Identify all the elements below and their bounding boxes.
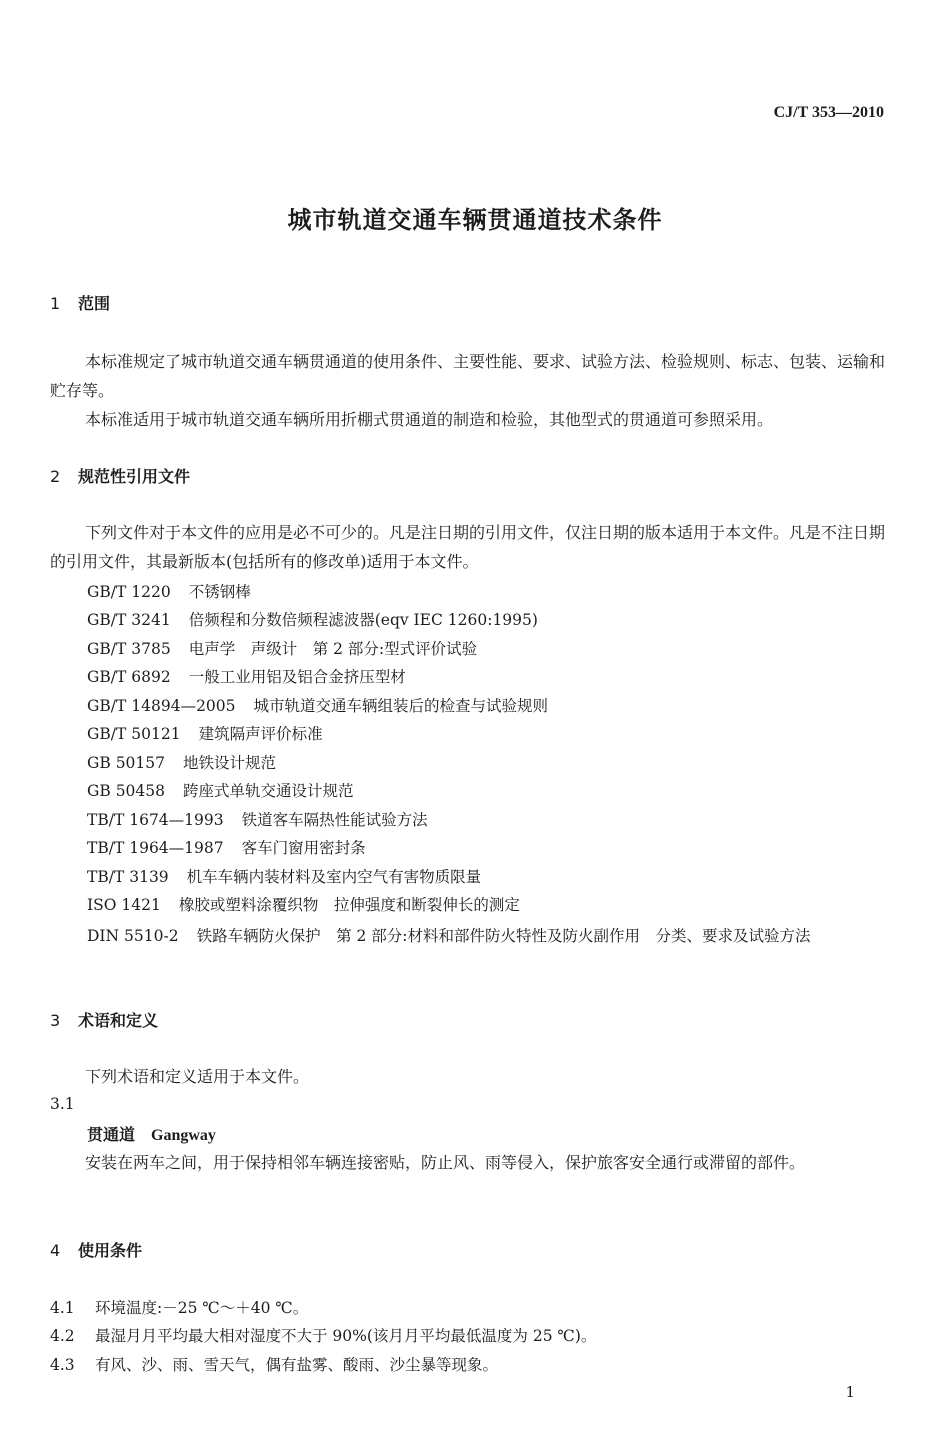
reference-item [87,808,428,830]
reference-title: 铁路车辆防火保护 第 2 部分:材料和部件防火特性及防火副作用 分类、要求及试验方法 [196,927,811,945]
document-title: 城市轨道交通车辆贯通道技术条件 [287,206,663,234]
reference-code: TB/T 3139 [87,868,169,886]
term-definition: 安装在两车之间，用于保持相邻车辆连接密贴，防止风、雨等侵入，保护旅客安全通行或滞留的部件。 [85,1153,806,1172]
reference-code: GB/T 3241 [87,611,171,629]
reference-code: GB/T 1220 [87,583,171,601]
reference-item [87,665,406,687]
reference-item [87,637,477,659]
standard-code: CJ/T 353—2010 [773,104,884,121]
reference-title: 建筑隔声评价标准 [198,725,323,743]
section-3-paragraph: 下列术语和定义适用于本文件。 [85,1067,310,1086]
section-1-paragraph-2: 本标准适用于城市轨道交通车辆所用折棚式贯通道的制造和检验，其他型式的贯通道可参照采用。 [85,410,774,429]
term-heading [87,1122,216,1145]
reference-title: 跨座式单轨交通设计规范 [183,782,354,800]
condition-number: 4.3 [50,1356,75,1374]
reference-item [87,779,354,801]
section-number: 3 [50,1011,61,1030]
term-chinese: 贯通道 [87,1125,136,1144]
reference-title: 城市轨道交通车辆组装后的检查与试验规则 [253,697,549,715]
condition-item [50,1353,498,1375]
reference-code: ISO 1421 [87,896,161,914]
reference-code: TB/T 1674—1993 [87,811,224,829]
reference-title: 客车门窗用密封条 [241,839,366,857]
section-title: 使用条件 [78,1241,143,1260]
section-3-heading [50,1008,158,1031]
condition-number: 4.1 [50,1299,75,1317]
section-1-paragraph-1: 本标准规定了城市轨道交通车辆贯通道的使用条件、主要性能、要求、试验方法、检验规则、标志、包装、运输和贮存等。 [50,352,886,400]
reference-code: GB 50157 [87,754,166,772]
section-number: 4 [50,1241,61,1260]
section-2-paragraph: 下列文件对于本文件的应用是必不可少的。凡是注日期的引用文件，仅注日期的版本适用于本文件。凡是不注日期的引用文件，其最新版本(包括所有的修改单)适用于本文件。 [50,523,886,571]
section-2-heading [50,464,190,487]
reference-item [87,722,323,744]
reference-title: 铁道客车隔热性能试验方法 [241,811,428,829]
reference-title: 地铁设计规范 [183,754,277,772]
condition-text: 有风、沙、雨、雪天气，偶有盐雾、酸雨、沙尘暴等现象。 [95,1356,499,1374]
reference-item [87,608,538,630]
reference-code: GB 50458 [87,782,166,800]
reference-title: 电声学 声级计 第 2 部分:型式评价试验 [188,640,478,658]
section-title: 术语和定义 [78,1011,159,1030]
term-number: 3.1 [50,1095,75,1113]
reference-title: 机车车辆内装材料及室内空气有害物质限量 [186,868,482,886]
section-1-heading [50,291,110,314]
page-number: 1 [845,1383,855,1401]
reference-title: 橡胶或塑料涂覆织物 拉伸强度和断裂伸长的测定 [178,896,520,914]
condition-text: 环境温度:－25 ℃～＋40 ℃。 [95,1299,309,1317]
reference-code: GB/T 50121 [87,725,181,743]
term-english: Gangway [151,1127,216,1144]
reference-code: TB/T 1964—1987 [87,839,224,857]
reference-item [87,751,276,773]
condition-item [50,1296,308,1318]
reference-code: GB/T 14894—2005 [87,697,236,715]
reference-item [87,580,251,602]
reference-title: 一般工业用铝及铝合金挤压型材 [188,668,406,686]
reference-item [50,922,885,951]
reference-code: GB/T 3785 [87,640,171,658]
section-number: 1 [50,294,61,313]
reference-item [87,694,548,716]
condition-text: 最湿月月平均最大相对湿度不大于 90%(该月月平均最低温度为 25 ℃)。 [95,1327,597,1345]
section-title: 范围 [78,294,111,313]
reference-title: 倍频程和分数倍频程滤波器(eqv IEC 1260:1995) [188,611,538,629]
reference-item [87,836,366,858]
section-4-heading [50,1238,142,1261]
section-number: 2 [50,467,61,486]
reference-title: 不锈钢棒 [188,583,251,601]
reference-item [87,865,481,887]
section-title: 规范性引用文件 [78,467,191,486]
reference-code: DIN 5510-2 [87,927,179,945]
condition-item [50,1324,596,1346]
condition-number: 4.2 [50,1327,75,1345]
reference-item [87,893,520,915]
reference-code: GB/T 6892 [87,668,171,686]
